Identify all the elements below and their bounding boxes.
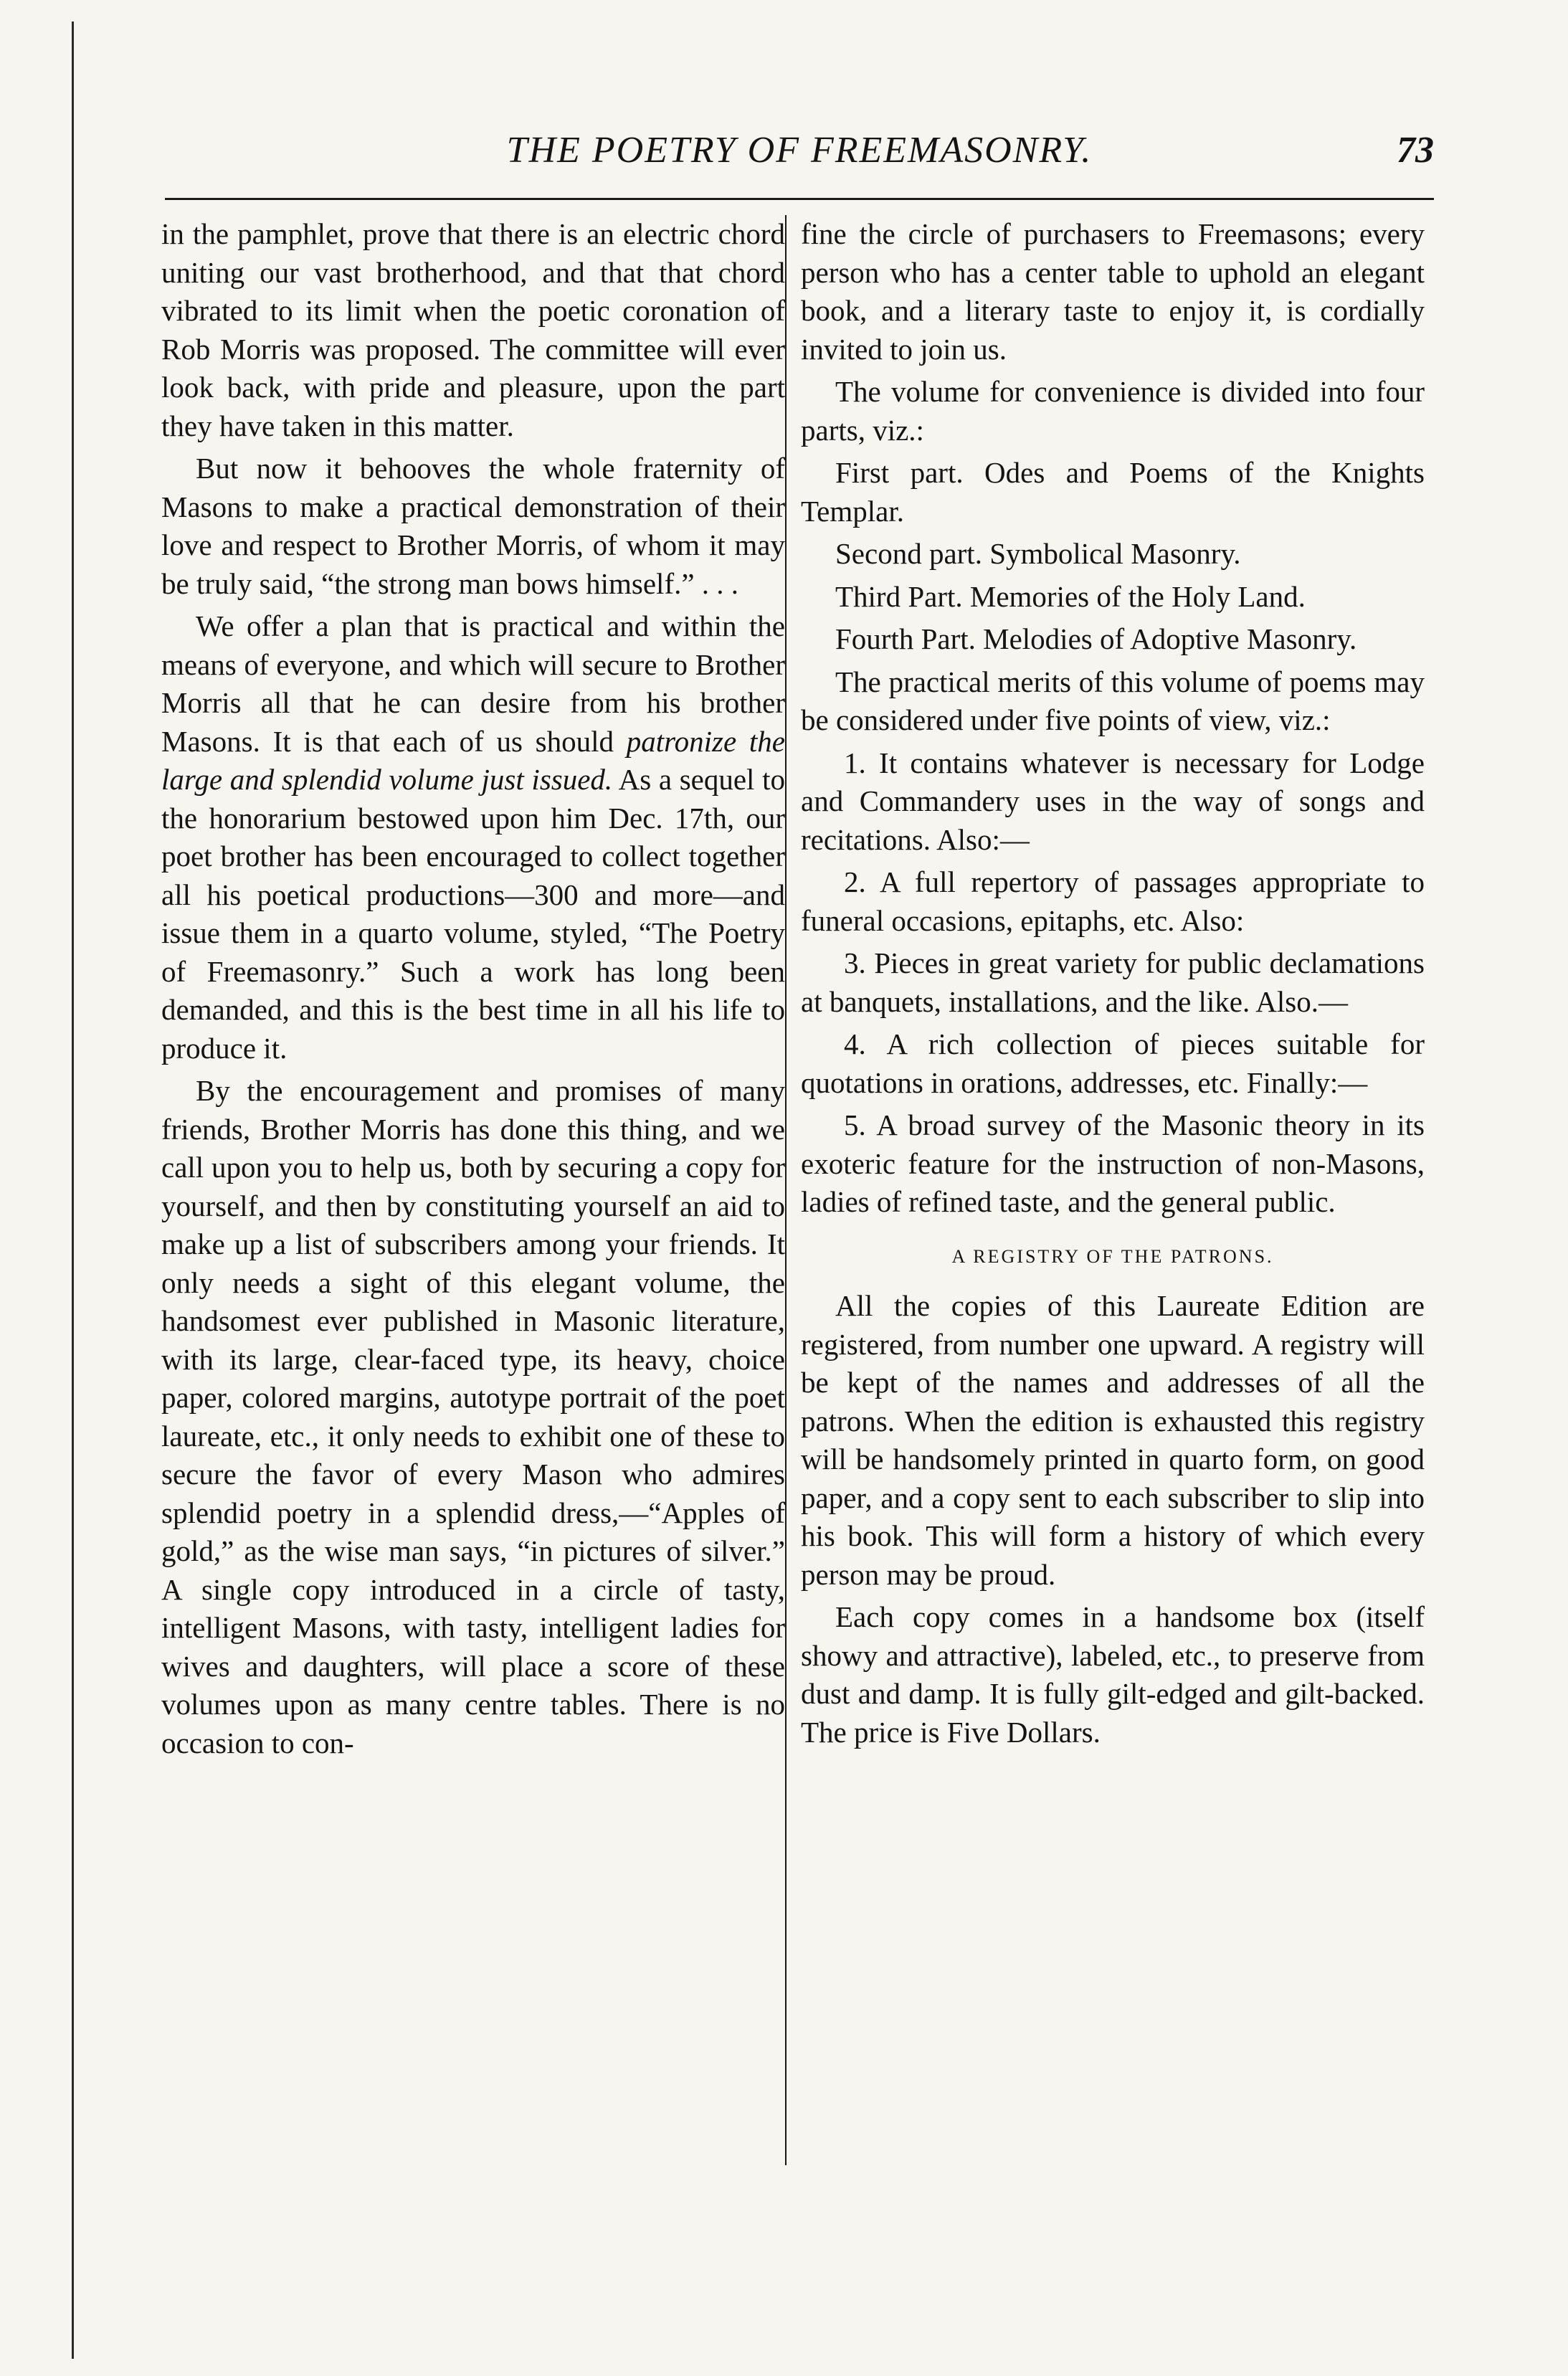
list-item: Third Part. Memories of the Holy Land. [835, 579, 1306, 613]
paragraph: All the copies of this Laureate Edition are registered, from number one upward. A registry will be kept of the names and addresses of all the patrons. When the edition is exhausted this registry will be handsomely printed in quarto form, on good paper, and a copy sent to each subscriber to slip into his book. This will form a history of which every person may be proud. [801, 1289, 1425, 1591]
paragraph: The practical merits of this volume of poems may be considered under five points of view, viz.: [801, 665, 1425, 736]
list-item: Fourth Part. Melodies of Adoptive Masonry. [835, 622, 1357, 655]
section-heading: A REGISTRY OF THE PATRONS. [951, 1245, 1274, 1267]
header-rule [165, 198, 1434, 200]
list-item: 5. A broad survey of the Masonic theory in its exoteric feature for the instruction of non-Masons, ladies of refined taste, and the general public. [801, 1108, 1425, 1218]
italic-phrase: patronize the large and splendid volume just issued. [161, 724, 785, 796]
running-head [165, 122, 1434, 179]
paragraph-text: As a sequel to the honorarium bestowed upon him Dec. 17th, our poet brother has been encouraged to collect together all his poetical productions—300 and more—and issue them in a quarto volume, styled, “The Poetry of Freemasonry.” Such a work has long been demanded, and this is the best time in all his life to produce it. [161, 763, 785, 1065]
column-divider [785, 215, 787, 2165]
paragraph [161, 607, 785, 1068]
paragraph: By the encouragement and promises of many friends, Brother Morris has done this thing, and we call upon you to help us, both by securing a copy for yourself, and then by constituting yourself an aid to make up a list of subscribers among your friends. It only needs a sight of this elegant volume, the handsomest ever published in Masonic literature, with its large, clear-faced type, its heavy, choice paper, colored margins, autotype portrait of the poet laureate, etc., it only needs to exhibit one of these to secure the favor of every Mason who admires splendid poetry in a splendid dress,—“Apples of gold,” as the wise man says, “in pictures of silver.” A single copy introduced in a circle of tasty, intelligent Masons, with tasty, intelligent ladies for wives and daughters, will place a score of these volumes upon as many centre tables. There is no occasion to con- [161, 1074, 785, 1759]
running-title: THE POETRY OF FREEMASONRY. [506, 130, 1093, 171]
right-column [801, 215, 1425, 1756]
list-item: 1. It contains whatever is necessary for Lodge and Commandery uses in the way of songs and recitations. Also:— [801, 746, 1425, 856]
list-item: First part. Odes and Poems of the Knights Templar. [801, 456, 1425, 528]
binding-edge [72, 22, 74, 2359]
paragraph: But now it behooves the whole fraternity of Masons to make a practical demonstration of their love and respect to Brother Morris, of whom it may be truly said, “the strong man bows himself.” . . . [161, 452, 785, 600]
left-column [161, 215, 785, 1767]
list-item: Second part. Symbolical Masonry. [835, 537, 1241, 570]
list-item: 3. Pieces in great variety for public declamations at banquets, installations, and the like. Also.— [801, 946, 1425, 1018]
paragraph: Each copy comes in a handsome box (itself showy and attractive), labeled, etc., to preserve from dust and damp. It is fully gilt-edged and gilt-backed. The price is Five Dollars. [801, 1600, 1425, 1749]
paragraph: The volume for convenience is divided into four parts, viz.: [801, 375, 1425, 447]
list-item: 4. A rich collection of pieces suitable for quotations in orations, addresses, etc. Finally:— [801, 1027, 1425, 1099]
page-number: 73 [1397, 130, 1434, 171]
list-item: 2. A full repertory of passages appropriate to funeral occasions, epitaphs, etc. Also: [801, 865, 1425, 937]
paragraph: fine the circle of purchasers to Freemasons; every person who has a center table to uphold an elegant book, and a literary taste to enjoy it, is cordially invited to join us. [801, 217, 1425, 366]
paragraph-text: We offer a plan that is practical and within the means of everyone, and which will secure to Brother Morris all that he can desire from his brother Masons. It is that each of us should [161, 609, 785, 758]
paragraph: in the pamphlet, prove that there is an electric chord uniting our vast brotherhood, and that that chord vibrated to its limit when the poetic coronation of Rob Morris was proposed. The committee will ever look back, with pride and pleasure, upon the part they have taken in this matter. [161, 217, 785, 442]
